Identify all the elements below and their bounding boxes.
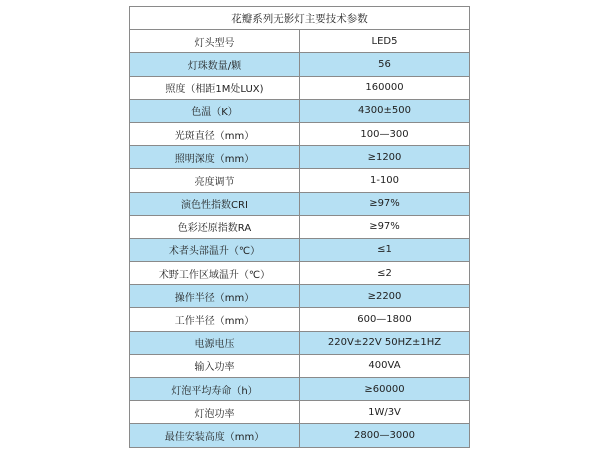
table-row	[130, 285, 470, 308]
spec-label: 灯泡功率	[130, 401, 300, 424]
spec-label: 光斑直径（mm）	[130, 122, 300, 145]
spec-label: 工作半径（mm）	[130, 308, 300, 331]
table-row	[130, 378, 470, 401]
spec-value: ≤2	[300, 262, 470, 285]
table-row	[130, 99, 470, 122]
table-row	[130, 215, 470, 238]
spec-label: 灯泡平均寿命（h）	[130, 378, 300, 401]
spec-label: 亮度调节	[130, 169, 300, 192]
spec-label: 灯珠数量/颗	[130, 53, 300, 76]
table-row	[130, 331, 470, 354]
spec-value: ≥97%	[300, 215, 470, 238]
spec-label: 照明深度（mm）	[130, 146, 300, 169]
spec-table	[129, 6, 470, 448]
table-row	[130, 146, 470, 169]
table-row	[130, 76, 470, 99]
spec-value: 160000	[300, 76, 470, 99]
spec-label: 输入功率	[130, 354, 300, 377]
spec-label: 电源电压	[130, 331, 300, 354]
table-title-row	[130, 7, 470, 30]
spec-value: ≥1200	[300, 146, 470, 169]
table-row	[130, 354, 470, 377]
spec-value: ≥2200	[300, 285, 470, 308]
spec-label: 术野工作区域温升（℃）	[130, 262, 300, 285]
spec-label: 术者头部温升（℃）	[130, 238, 300, 261]
spec-value: 600—1800	[300, 308, 470, 331]
spec-label: 最佳安装高度（mm）	[130, 424, 300, 447]
spec-value: 4300±500	[300, 99, 470, 122]
table-title: 花瓣系列无影灯主要技术参数	[130, 7, 470, 30]
spec-value: 400VA	[300, 354, 470, 377]
spec-value: ≤1	[300, 238, 470, 261]
spec-value: 1W/3V	[300, 401, 470, 424]
spec-value: 56	[300, 53, 470, 76]
spec-value: 2800—3000	[300, 424, 470, 447]
table-row	[130, 308, 470, 331]
table-row	[130, 53, 470, 76]
spec-value: 220V±22V 50HZ±1HZ	[300, 331, 470, 354]
spec-value: 1-100	[300, 169, 470, 192]
table-row	[130, 262, 470, 285]
table-row	[130, 169, 470, 192]
spec-label: 灯头型号	[130, 30, 300, 53]
spec-label: 色温（K）	[130, 99, 300, 122]
table-row	[130, 424, 470, 447]
table-row	[130, 122, 470, 145]
spec-value: 100—300	[300, 122, 470, 145]
spec-value: LED5	[300, 30, 470, 53]
spec-label: 演色性指数CRI	[130, 192, 300, 215]
spec-label: 色彩还原指数RA	[130, 215, 300, 238]
spec-label: 照度（相距1M处LUX)	[130, 76, 300, 99]
table-row	[130, 401, 470, 424]
spec-label: 操作半径（mm）	[130, 285, 300, 308]
table-row	[130, 192, 470, 215]
table-row	[130, 30, 470, 53]
spec-value: ≥60000	[300, 378, 470, 401]
table-row	[130, 238, 470, 261]
spec-value: ≥97%	[300, 192, 470, 215]
